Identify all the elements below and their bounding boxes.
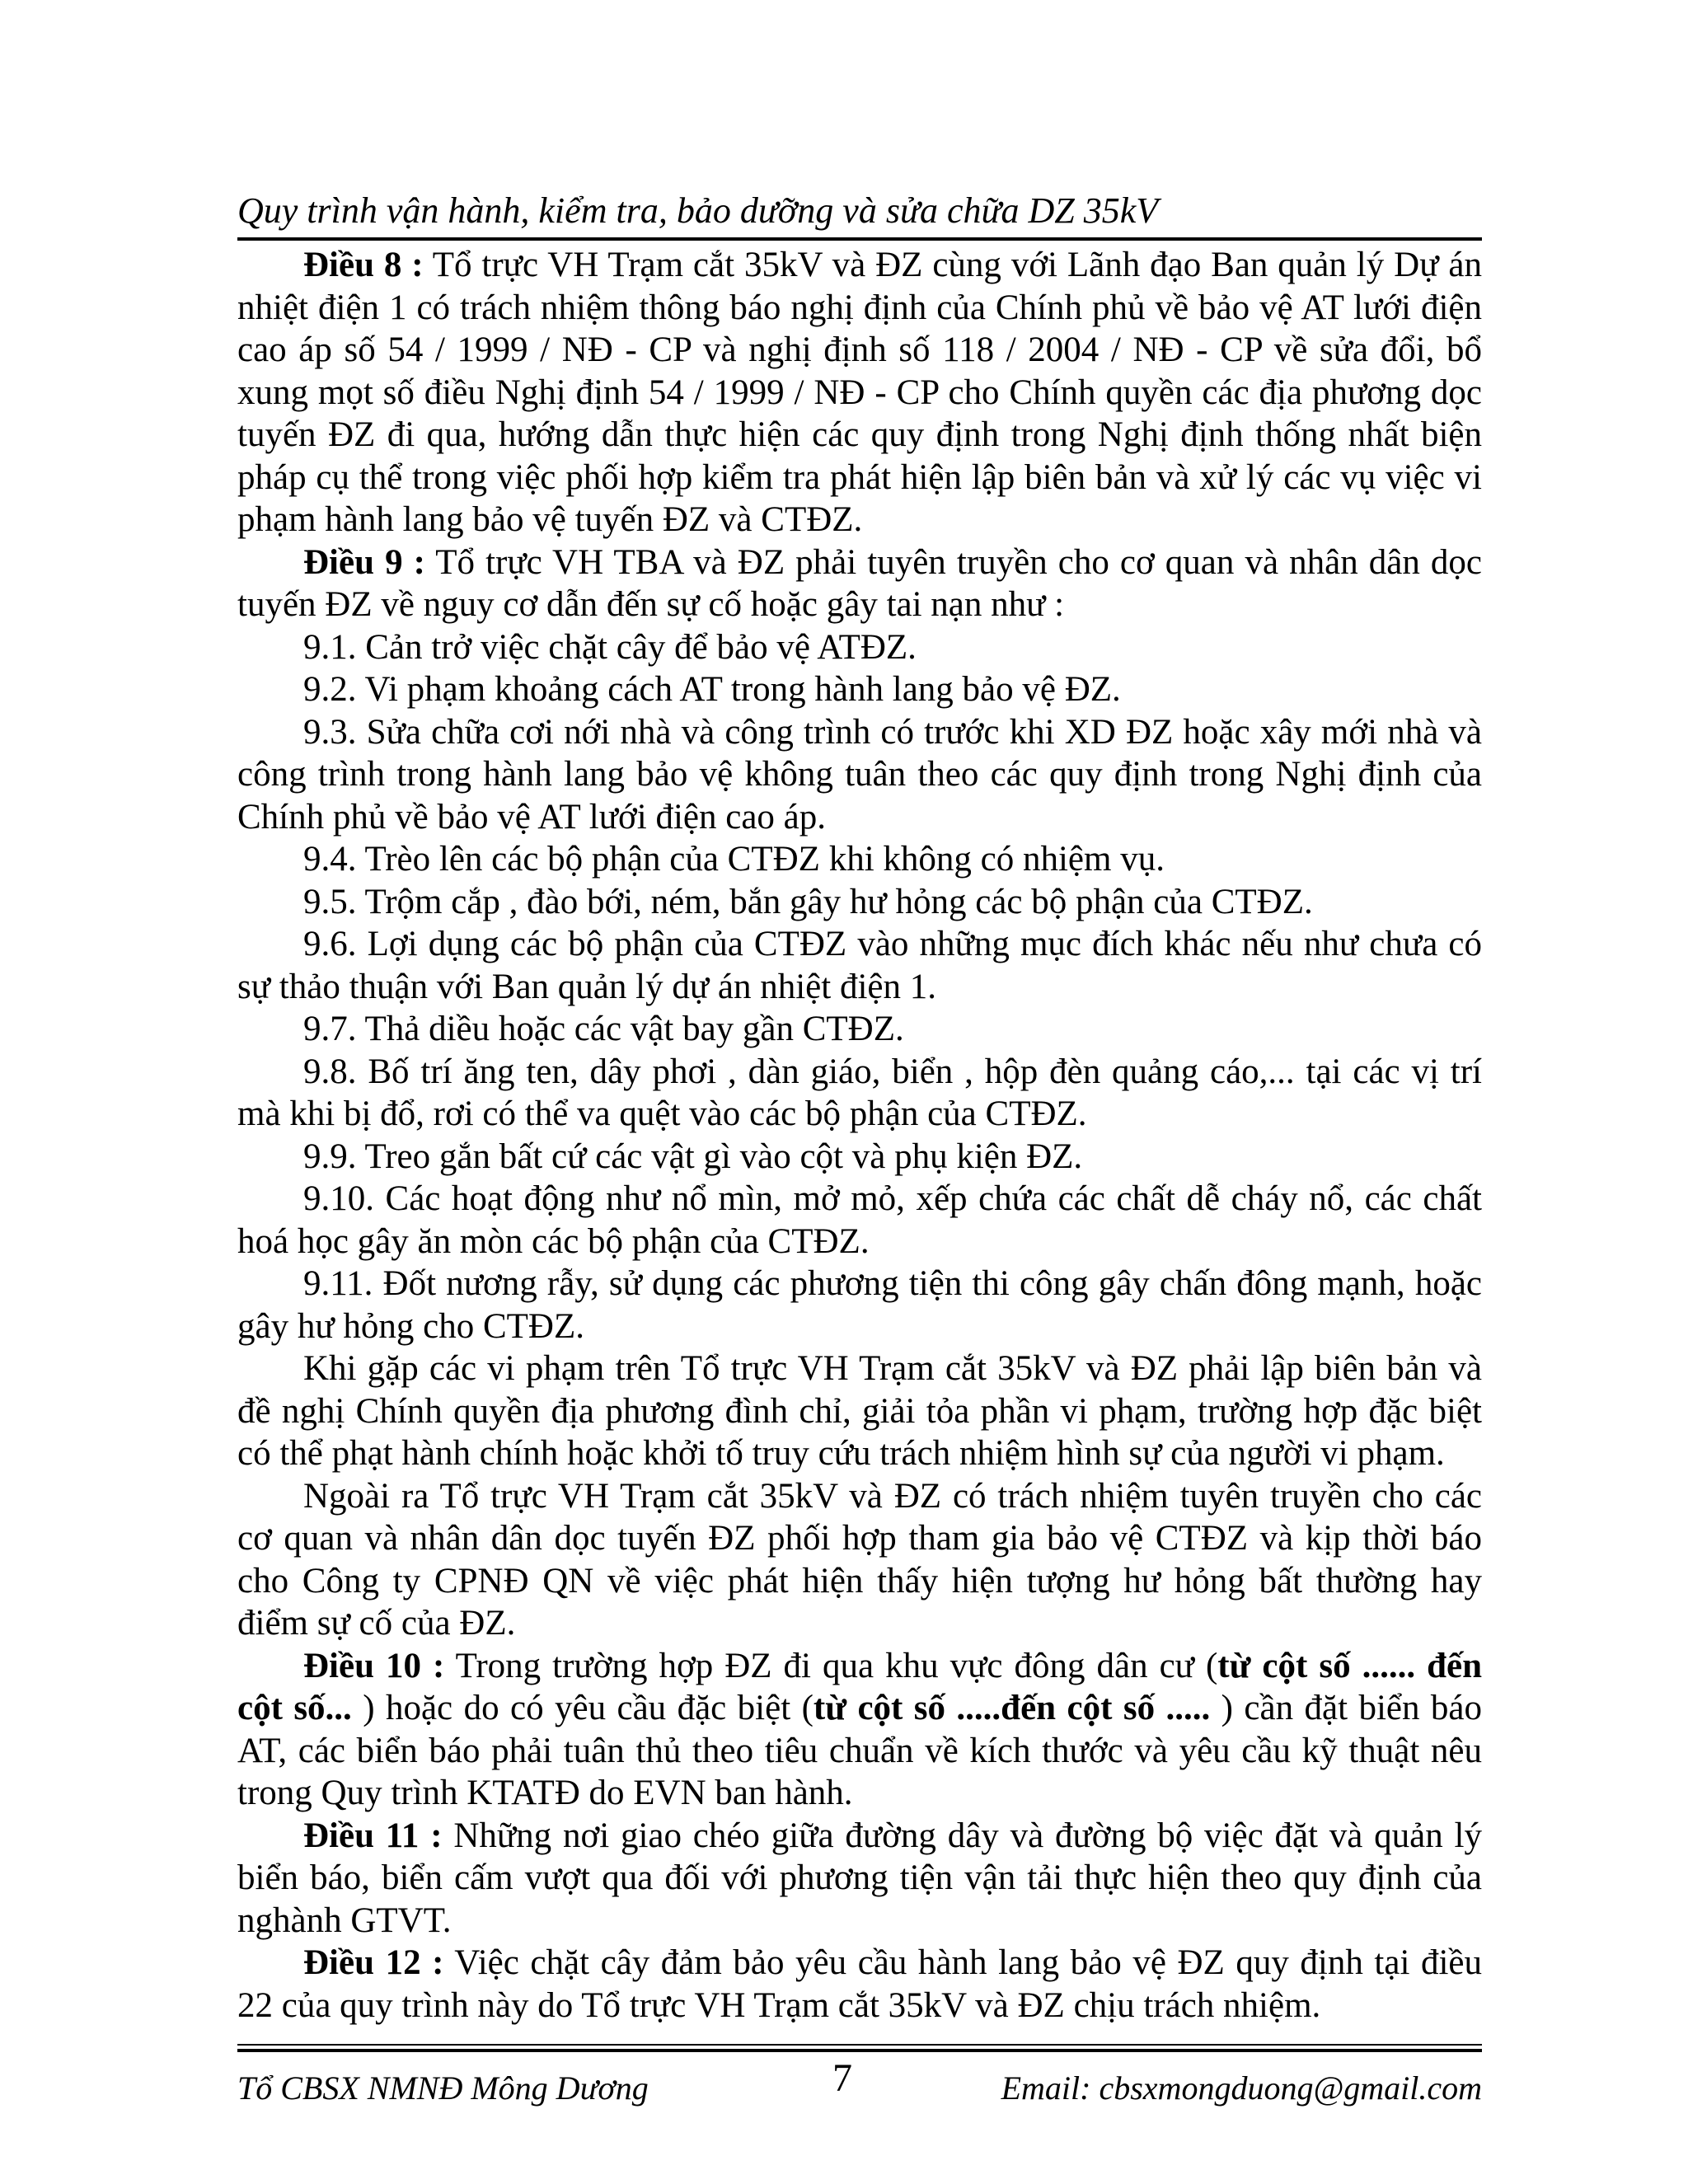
list-item: 9.10. Các hoạt động như nổ mìn, mở mỏ, xếp chứa các chất dễ cháy nổ, các chất hoá học gây ăn mòn các bộ phận của CTĐZ. (237, 1179, 1482, 1261)
list-item: 9.8. Bố trí ăng ten, dây phơi , dàn giáo, biển , hộp đèn quảng cáo,... tại các vị trí mà khi bị đổ, rơi có thể va quệt vào các bộ phận của CTĐZ. (237, 1052, 1482, 1133)
article-9-label: Điều 9 : (303, 542, 425, 582)
article-8-text: Tổ trực VH Trạm cắt 35kV và ĐZ cùng với Lãnh đạo Ban quản lý Dự án nhiệt điện 1 có trách nhiệm thông báo nghị định của Chính phủ về bảo vệ AT lưới điện cao áp số 54 / 1999 / NĐ - CP và nghị định số 118 / 2004 / NĐ - CP về sửa đổi, bổ xung mọt số điều Nghị định 54 / 1999 / NĐ - CP cho Chính quyền các địa phương dọc tuyến ĐZ đi qua, hướng dẫn thực hiện các quy định trong Nghị định thống nhất biện pháp cụ thể trong việc phối hợp kiểm tra phát hiện lập biên bản và xử lý các vụ việc vi phạm hành lang bảo vệ tuyến ĐZ và CTĐZ. (237, 246, 1482, 539)
footer-rule-thin (237, 2044, 1482, 2046)
article-12-text: Việc chặt cây đảm bảo yêu cầu hành lang bảo vệ ĐZ quy định tại điều 22 của quy trình này do Tổ trực VH Trạm cắt 35kV và ĐZ chịu trách nhiệm. (237, 1943, 1482, 2025)
article-11-text: Những nơi giao chéo giữa đường dây và đường bộ việc đặt và quản lý biển báo, biển cấm vượt qua đối với phương tiện vận tải thực hiện theo quy định của nghành GTVT. (237, 1816, 1482, 1940)
list-item: 9.3. Sửa chữa cơi nới nhà và công trình có trước khi XD ĐZ hoặc xây mới nhà và công trình trong hành lang bảo vệ không tuân theo các quy định trong Nghị định của Chính phủ về bảo vệ AT lưới điện cao áp. (237, 712, 1482, 837)
list-item: 9.4. Trèo lên các bộ phận của CTĐZ khi không có nhiệm vụ. (303, 840, 1165, 879)
article-10-text-3: ) cần đặt biển báo AT, các biển báo phải tuân thủ theo tiêu chuẩn về kích thước và yêu cầu kỹ thuật nêu trong Quy trình KTATĐ do EVN ban hành. (237, 1689, 1482, 1812)
article-8-label: Điều 8 : (303, 246, 424, 284)
header-rule (237, 237, 1482, 241)
article-12-label: Điều 12 : (303, 1943, 444, 1982)
list-item: 9.6. Lợi dụng các bộ phận của CTĐZ vào những mục đích khác nếu như chưa có sự thảo thuận với Ban quản lý dự án nhiệt điện 1. (237, 925, 1482, 1006)
list-item: 9.7. Thả diều hoặc các vật bay gần CTĐZ. (303, 1010, 904, 1048)
article-10-text-1: Trong trường hợp ĐZ đi qua khu vực đông dân cư ( (444, 1646, 1218, 1685)
footer-rule-thick (237, 2049, 1482, 2052)
article-10-bold-2: từ cột số .....đến cột số ..... (813, 1689, 1211, 1727)
list-item: 9.5. Trộm cắp , đào bới, ném, bắn gây hư hỏng các bộ phận của CTĐZ. (303, 882, 1313, 921)
article-8 (237, 244, 1482, 541)
article-10-bold-1: từ cột số ...... đến cột số... (237, 1646, 1482, 1727)
list-item: 9.11. Đốt nương rẫy, sử dụng các phương tiện thi công gây chấn đông mạnh, hoặc gây hư hỏng cho CTĐZ. (237, 1264, 1482, 1346)
page-header-title: Quy trình vận hành, kiểm tra, bảo dưỡng và sửa chữa DZ 35kV (237, 190, 1159, 231)
article-12 (237, 1942, 1482, 2027)
article-9-text: Tổ trực VH TBA và ĐZ phải tuyên truyền cho cơ quan và nhân dân dọc tuyến ĐZ về nguy cơ dẫn đến sự cố hoặc gây tai nạn như : (237, 542, 1482, 624)
footer-organization: Tổ CBSX NMNĐ Mông Dương (237, 2069, 649, 2107)
propaganda-paragraph: Ngoài ra Tổ trực VH Trạm cắt 35kV và ĐZ có trách nhiệm tuyên truyền cho các cơ quan và nhân dân dọc tuyến ĐZ phối hợp tham gia bảo vệ CTĐZ và kịp thời báo cho Công ty CPNĐ QN về việc phát hiện thấy hiện tượng hư hỏng bất thường hay điểm sự cố của ĐZ. (237, 1476, 1482, 1643)
article-10 (237, 1645, 1482, 1815)
document-body (237, 244, 1482, 2027)
article-9 (237, 541, 1482, 626)
article-11 (237, 1815, 1482, 1943)
page-number: 7 (832, 2056, 852, 2100)
list-item: 9.1. Cản trở việc chặt cây để bảo vệ ATĐZ. (303, 627, 917, 667)
violation-paragraph: Khi gặp các vi phạm trên Tổ trực VH Trạm cắt 35kV và ĐZ phải lập biên bản và đề nghị Chính quyền địa phương đình chỉ, giải tỏa phần vi phạm, trường hợp đặc biệt có thể phạt hành chính hoặc khởi tố truy cứu trách nhiệm hình sự của người vi phạm. (237, 1349, 1482, 1473)
list-item: 9.9. Treo gắn bất cứ các vật gì vào cột và phụ kiện ĐZ. (303, 1137, 1083, 1176)
article-10-text-2: ) hoặc do có yêu cầu đặc biệt ( (351, 1689, 814, 1727)
list-item: 9.2. Vi phạm khoảng cách AT trong hành lang bảo vệ ĐZ. (303, 670, 1121, 709)
article-11-label: Điều 11 : (303, 1816, 443, 1855)
article-10-label: Điều 10 : (303, 1646, 445, 1685)
footer-email: Email: cbsxmongduong@gmail.com (1001, 2069, 1482, 2107)
